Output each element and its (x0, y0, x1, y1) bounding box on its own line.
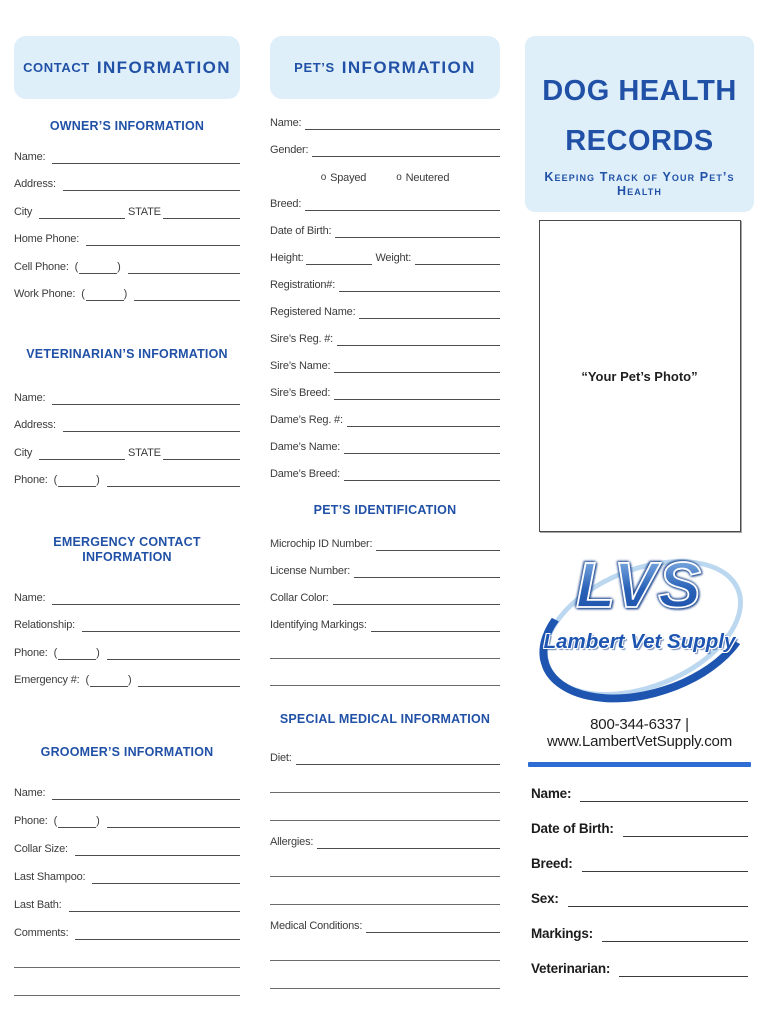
field-label: Last Shampoo: (14, 871, 86, 883)
blank-line[interactable] (90, 686, 128, 687)
field-label: ( (53, 646, 58, 659)
form-row (270, 905, 500, 933)
form-row (531, 872, 748, 907)
form-row (270, 319, 500, 346)
blank-line[interactable] (39, 218, 125, 219)
field-label: Comments: (14, 927, 69, 939)
form-row (14, 377, 240, 405)
photo-placeholder-label: “Your Pet’s Photo” (581, 368, 698, 384)
form-row (270, 346, 500, 373)
blank-line[interactable] (128, 273, 240, 274)
field-label: Name: (270, 117, 302, 129)
blank-line[interactable] (317, 848, 500, 849)
owner-fields (14, 136, 240, 301)
blank-line[interactable] (270, 792, 500, 793)
blank-line[interactable] (415, 264, 500, 265)
cover-title-box (525, 36, 754, 212)
form-row (270, 454, 500, 481)
blank-line[interactable] (347, 426, 500, 427)
blank-line[interactable] (296, 764, 500, 765)
form-row (14, 577, 240, 605)
blank-line[interactable] (82, 631, 240, 632)
field-label: Dame’s Name: (270, 441, 341, 453)
blank-line[interactable] (52, 799, 240, 800)
field-label: ) (96, 646, 100, 659)
header-word-large: INFORMATION (341, 57, 476, 77)
field-label: ) (117, 260, 121, 273)
field-label: Dame’s Reg. #: (270, 414, 343, 426)
field-label: ( (85, 674, 89, 686)
field-label: Markings: (531, 925, 593, 941)
form-row (270, 933, 500, 961)
form-row (14, 219, 240, 247)
field-label: ( (53, 474, 58, 486)
cover-fields (531, 767, 748, 977)
blank-line[interactable] (305, 129, 500, 130)
form-row (14, 884, 240, 912)
groomer-fields (14, 772, 240, 996)
blank-line[interactable] (623, 836, 748, 837)
blank-line[interactable] (52, 604, 240, 605)
form-row (270, 292, 500, 319)
blank-line[interactable] (366, 932, 500, 933)
form-row (14, 940, 240, 968)
form-row (14, 246, 240, 274)
form-row (14, 274, 240, 302)
blank-line[interactable] (270, 658, 500, 659)
blank-line[interactable] (582, 871, 748, 872)
field-label: Cell Phone: (14, 260, 69, 273)
emergency-section-title: EMERGENCY CONTACT INFORMATION (53, 535, 201, 564)
blank-line[interactable] (270, 876, 500, 877)
cover-subtitle: Keeping Track of Your Pet’s Health (544, 170, 735, 198)
field-label: Date of Birth: (531, 820, 614, 836)
blank-line[interactable] (339, 291, 500, 292)
blank-line[interactable] (270, 820, 500, 821)
field-label: Sex: (531, 890, 559, 906)
pet-photo-placeholder[interactable] (539, 220, 741, 532)
blank-line[interactable] (75, 855, 240, 856)
field-label: ( (74, 260, 79, 273)
form-row (531, 802, 748, 837)
field-label: Microchip ID Number: (270, 538, 373, 550)
form-row (270, 765, 500, 793)
form-row (270, 265, 500, 292)
form-row (531, 837, 748, 872)
form-row (270, 821, 500, 849)
radio-circle-icon: o (320, 172, 327, 183)
form-row (270, 737, 500, 765)
blank-line[interactable] (270, 960, 500, 961)
form-row (270, 157, 500, 184)
blank-line[interactable] (92, 883, 240, 884)
field-label: Phone: (14, 646, 48, 659)
field-label: Veterinarian: (531, 960, 611, 976)
blank-line[interactable] (334, 399, 500, 400)
field-label: Last Bath: (14, 899, 62, 911)
blank-line[interactable] (63, 431, 240, 432)
logo-company-name: Lambert Vet Supply (543, 630, 736, 653)
field-label: Phone: (14, 815, 48, 827)
veterinarian-section-title: VETERINARIAN’S INFORMATION (26, 347, 228, 361)
field-label: Work Phone: (14, 288, 76, 300)
blank-line[interactable] (69, 911, 240, 912)
veterinarian-fields (14, 377, 240, 487)
blank-line[interactable] (63, 190, 240, 191)
lambert-vet-supply-logo (525, 542, 754, 712)
form-row (14, 191, 240, 219)
form-row (531, 907, 748, 942)
blank-line[interactable] (107, 486, 240, 487)
blank-line[interactable] (14, 995, 240, 996)
medical-section-title: SPECIAL MEDICAL INFORMATION (279, 712, 491, 726)
blank-line[interactable] (58, 659, 96, 660)
option-label: Spayed (330, 172, 367, 184)
blank-line[interactable] (75, 939, 240, 940)
field-label: Height: (270, 252, 304, 264)
form-row (14, 405, 240, 433)
blank-line[interactable] (312, 156, 500, 157)
blank-line[interactable] (306, 264, 372, 265)
blank-line[interactable] (14, 967, 240, 968)
contact-information-header (14, 36, 240, 99)
radio-circle-icon: o (396, 172, 402, 183)
field-label: Relationship: (14, 619, 75, 631)
field-label: Home Phone: (14, 233, 80, 245)
form-row (14, 632, 240, 660)
field-label: Registration#: (270, 279, 336, 291)
blank-line[interactable] (359, 318, 500, 319)
groomer-section-title: GROOMER’S INFORMATION (40, 745, 214, 759)
blank-line[interactable] (270, 904, 500, 905)
field-label: STATE (127, 205, 161, 218)
form-row (14, 164, 240, 192)
blank-line[interactable] (107, 827, 240, 828)
pet-info-fields (270, 103, 500, 481)
blank-line[interactable] (58, 486, 96, 487)
field-label: ) (123, 288, 128, 300)
field-label: Address: (14, 178, 56, 190)
cover-title-line1: DOG HEALTH (542, 75, 737, 107)
blank-line[interactable] (52, 404, 240, 405)
field-label: Address: (14, 419, 56, 431)
field-label: Collar Color: (270, 592, 329, 604)
blank-line[interactable] (107, 659, 240, 660)
blank-line[interactable] (337, 345, 500, 346)
form-row (270, 400, 500, 427)
blank-line[interactable] (333, 604, 500, 605)
blank-line[interactable] (79, 273, 117, 274)
form-row (270, 551, 500, 578)
blank-line[interactable] (371, 631, 500, 632)
field-label: Emergency #: (14, 674, 80, 686)
cover-column (525, 36, 754, 977)
field-label: Identifying Markings: (270, 619, 367, 631)
blank-line[interactable] (134, 300, 240, 301)
field-label: Phone: (14, 474, 48, 486)
field-label: STATE (127, 446, 161, 459)
header-word-small: CONTACT (23, 60, 90, 75)
blank-line[interactable] (270, 988, 500, 989)
blank-line[interactable] (376, 550, 500, 551)
field-label: Diet: (270, 752, 292, 764)
blank-line[interactable] (305, 210, 500, 211)
field-label: ( (81, 288, 85, 300)
blank-line[interactable] (270, 685, 500, 686)
form-row (14, 460, 240, 488)
identification-fields (270, 524, 500, 686)
form-row (270, 793, 500, 821)
blank-line[interactable] (335, 237, 500, 238)
option-spayed[interactable] (321, 172, 366, 184)
field-label: City (14, 446, 33, 459)
pet-column (270, 36, 500, 989)
blank-line[interactable] (86, 245, 240, 246)
field-label: Allergies: (270, 836, 314, 848)
emergency-fields (14, 577, 240, 687)
blank-line[interactable] (163, 218, 240, 219)
form-row (270, 524, 500, 551)
form-row (270, 427, 500, 454)
field-label: ( (53, 815, 58, 827)
form-row (14, 772, 240, 800)
form-row (531, 942, 748, 977)
pet-information-header (270, 36, 500, 99)
form-row (14, 605, 240, 633)
logo-acronym: LVS (525, 548, 754, 622)
option-neutered[interactable] (396, 172, 449, 184)
blank-line[interactable] (619, 976, 748, 977)
field-label: Name: (531, 785, 572, 801)
blank-line[interactable] (344, 453, 500, 454)
blank-line[interactable] (602, 941, 748, 942)
form-row (270, 373, 500, 400)
form-row (14, 136, 240, 164)
field-label: Name: (14, 150, 46, 163)
blank-line[interactable] (568, 906, 748, 907)
field-label: Breed: (531, 855, 573, 871)
field-label: Sire’s Breed: (270, 387, 331, 399)
field-label: Collar Size: (14, 843, 68, 855)
form-row (531, 767, 748, 802)
form-row (270, 877, 500, 905)
field-label: Name: (14, 591, 46, 604)
medical-fields (270, 737, 500, 989)
blank-line[interactable] (344, 480, 500, 481)
field-label: License Number: (270, 565, 351, 577)
blank-line[interactable] (354, 577, 500, 578)
form-row (270, 659, 500, 686)
field-label: Sire’s Reg. #: (270, 333, 334, 345)
blank-line[interactable] (138, 686, 240, 687)
form-row (270, 184, 500, 211)
blank-line[interactable] (334, 372, 500, 373)
field-label: Date of Birth: (270, 225, 332, 237)
blank-line[interactable] (163, 459, 240, 460)
field-label: Medical Conditions: (270, 920, 363, 932)
form-row (14, 912, 240, 940)
owner-section-title: OWNER’S INFORMATION (49, 119, 205, 133)
form-row (270, 103, 500, 130)
form-row (270, 130, 500, 157)
field-label: Registered Name: (270, 306, 356, 318)
form-row (270, 632, 500, 659)
form-row (14, 800, 240, 828)
form-row (270, 605, 500, 632)
blank-line[interactable] (86, 300, 124, 301)
form-row (14, 968, 240, 996)
blank-line[interactable] (52, 163, 240, 164)
field-label: ) (127, 674, 132, 686)
field-label: Name: (14, 787, 46, 799)
header-word-large: INFORMATION (96, 57, 231, 77)
field-label: ) (96, 474, 100, 486)
field-label: Sire’s Name: (270, 360, 331, 372)
form-row (14, 660, 240, 688)
field-label: Name: (14, 391, 46, 404)
field-label: ) (96, 815, 100, 827)
form-row (14, 828, 240, 856)
blank-line[interactable] (580, 801, 748, 802)
header-word-small: PET’S (294, 60, 335, 75)
field-label: Weight: (375, 252, 412, 264)
form-row (270, 211, 500, 238)
form-row (270, 238, 500, 265)
form-row (14, 856, 240, 884)
form-row (270, 849, 500, 877)
field-label: Gender: (270, 144, 309, 156)
form-row (270, 578, 500, 605)
cover-title-line2: RECORDS (565, 125, 714, 157)
phone-and-website: 800-344-6337 | www.LambertVetSupply.com (546, 716, 732, 750)
field-label: Dame’s Breed: (270, 468, 340, 480)
form-row (270, 961, 500, 989)
blank-line[interactable] (58, 827, 96, 828)
field-label: City (14, 205, 33, 218)
field-label: Breed: (270, 198, 302, 210)
contact-column (14, 36, 240, 996)
form-row (14, 432, 240, 460)
blank-line[interactable] (39, 459, 125, 460)
option-label: Neutered (405, 172, 450, 184)
identification-section-title: PET’S IDENTIFICATION (313, 503, 457, 517)
